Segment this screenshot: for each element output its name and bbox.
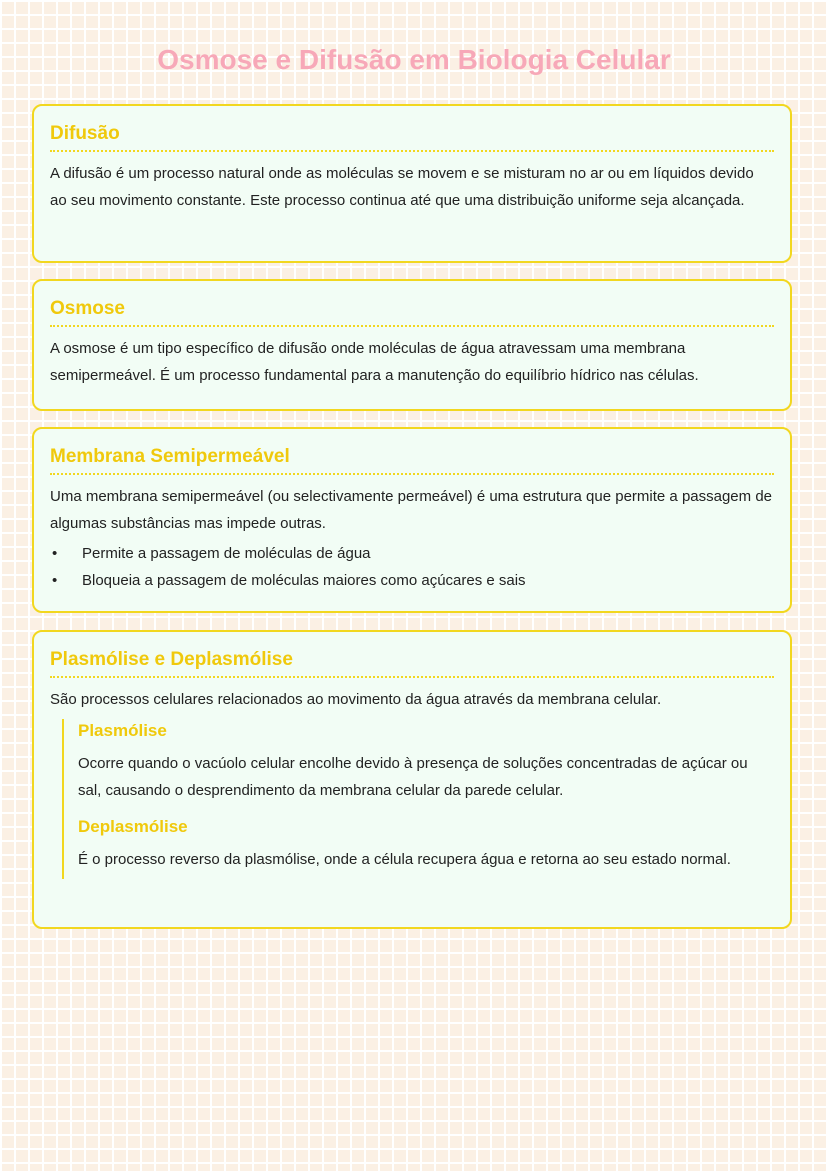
subsection-text-deplasmolise: É o processo reverso da plasmólise, onde a célula recupera água e retorna ao seu estado normal. <box>78 851 731 868</box>
list-item <box>50 540 774 567</box>
subsection-title-deplasmolise: Deplasmólise <box>78 817 188 836</box>
subsection-text-plasmolise: Ocorre quando o vacúolo celular encolhe devido à presença de soluções concentradas de açúcar ou sal, causando o desprendimento da membrana celular da parede celular. <box>78 755 748 799</box>
bullet-list <box>50 540 774 594</box>
bullet-icon: • <box>52 545 58 562</box>
section-title: Osmose <box>50 297 774 327</box>
section-text: A difusão é um processo natural onde as moléculas se movem e se misturam no ar ou em líquidos devido ao seu movimento constante. Este processo continua até que uma distribuição uniforme seja alcançada. <box>50 165 754 209</box>
subsection-group <box>62 719 774 879</box>
section-membrana-semipermeavel <box>32 427 792 613</box>
list-item-text: Permite a passagem de moléculas de água <box>82 545 371 562</box>
subsection-title-plasmolise: Plasmólise <box>78 721 167 740</box>
section-text: Uma membrana semipermeável (ou selectivamente permeável) é uma estrutura que permite a passagem de algumas substâncias mas impede outras. <box>50 488 772 532</box>
section-title: Membrana Semipermeável <box>50 445 774 475</box>
bullet-icon: • <box>52 572 58 589</box>
section-plasmolise-deplasmolise <box>32 630 792 929</box>
section-osmose <box>32 279 792 411</box>
page-title: Osmose e Difusão em Biologia Celular <box>157 44 671 75</box>
section-text: A osmose é um tipo específico de difusão onde moléculas de água atravessam uma membrana semipermeável. É um processo fundamental para a manutenção do equilíbrio hídrico nas células. <box>50 340 699 384</box>
section-title: Difusão <box>50 122 774 152</box>
section-title: Plasmólise e Deplasmólise <box>50 648 774 678</box>
section-difusao <box>32 104 792 263</box>
list-item-text: Bloqueia a passagem de moléculas maiores como açúcares e sais <box>82 572 526 589</box>
list-item <box>50 567 774 594</box>
section-text: São processos celulares relacionados ao movimento da água através da membrana celular. <box>50 691 662 708</box>
